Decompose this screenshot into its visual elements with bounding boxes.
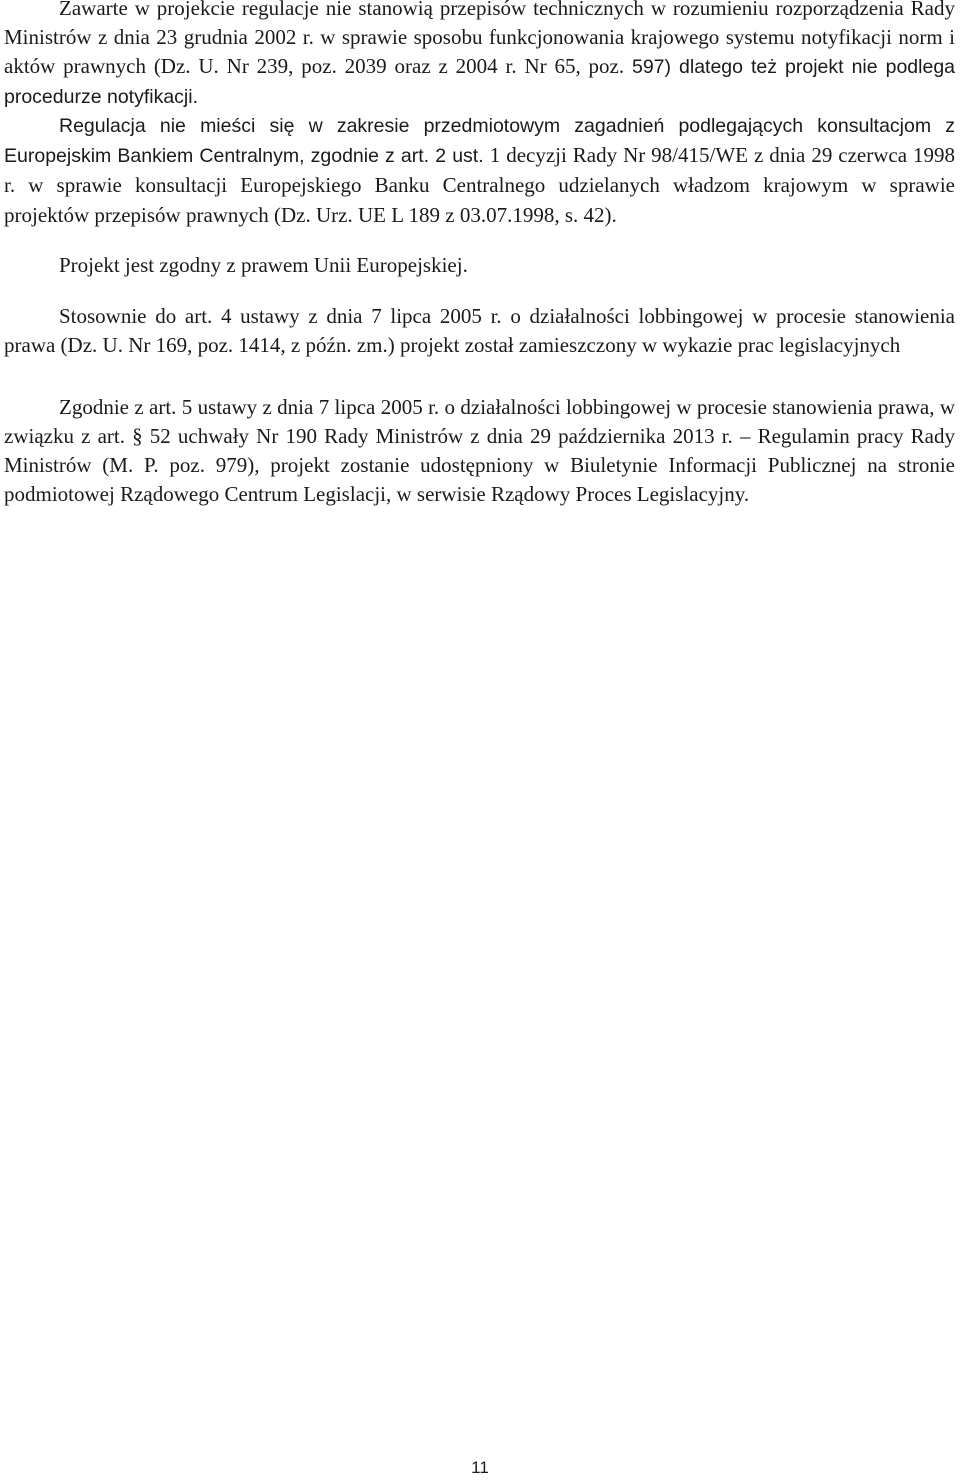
paragraph-ecb-tail: 1 decyzji Rady Nr 98/415/WE z dnia 29 czerwca 1998 r. w sprawie konsultacji Europejskiego Banku Centralnego udzielanych władzom krajowym w sprawie projektów przepisów prawnych (Dz. Urz. UE L 189 z 03.07.1998, s. 42). bbox=[4, 143, 955, 227]
paragraph-lobbying-art5: Zgodnie z art. 5 ustawy z dnia 7 lipca 2005 r. o działalności lobbingowej w procesie stanowienia prawa, w związku z art. § 52 uchwały Nr 190 Rady Ministrów z dnia 29 października 2013 r. – Regulamin pracy Rady Ministrów (M. P. poz. 979), projekt zostanie udostępniony w Biuletynie Informacji Publicznej na stronie podmiotowej Rządowego Centrum Legislacji, w serwisie Rządowy Proces Legislacyjny. bbox=[4, 395, 955, 506]
document-body bbox=[4, 0, 955, 509]
paragraph-lobbying-art4: Stosownie do art. 4 ustawy z dnia 7 lipca 2005 r. o działalności lobbingowej w procesie stanowienia prawa (Dz. U. Nr 169, poz. 1414, z późn. zm.) projekt został zamieszczony w wykazie prac legislacyjnych bbox=[4, 304, 955, 357]
paragraph-eu-compliance: Projekt jest zgodny z prawem Unii Europejskiej. bbox=[59, 253, 468, 277]
paragraph-notification-text: Zawarte w projekcie regulacje nie stanowią przepisów technicznych w rozumieniu rozporządzenia Rady Ministrów z dnia 23 grudnia 2002 r. w sprawie sposobu funkcjonowania krajowego systemu notyfikacji norm i aktów prawnych (Dz. U. Nr 239, poz. 2039 oraz z 2004 r. Nr 65, poz. bbox=[4, 0, 955, 78]
page-number: 11 bbox=[471, 1458, 489, 1477]
paragraph-ecb-consultation bbox=[4, 112, 955, 231]
paragraph-notification bbox=[4, 0, 955, 112]
paragraph-notification-tail: 597) dlatego też projekt nie podlega procedurze notyfikacji. bbox=[4, 56, 956, 108]
paragraph-ecb-text: Regulacja nie mieści się w zakresie przedmiotowym zagadnień podlegających konsultacjom z Europejskim Bankiem Centralnym, zgodnie z art. 2 ust. bbox=[4, 115, 955, 167]
